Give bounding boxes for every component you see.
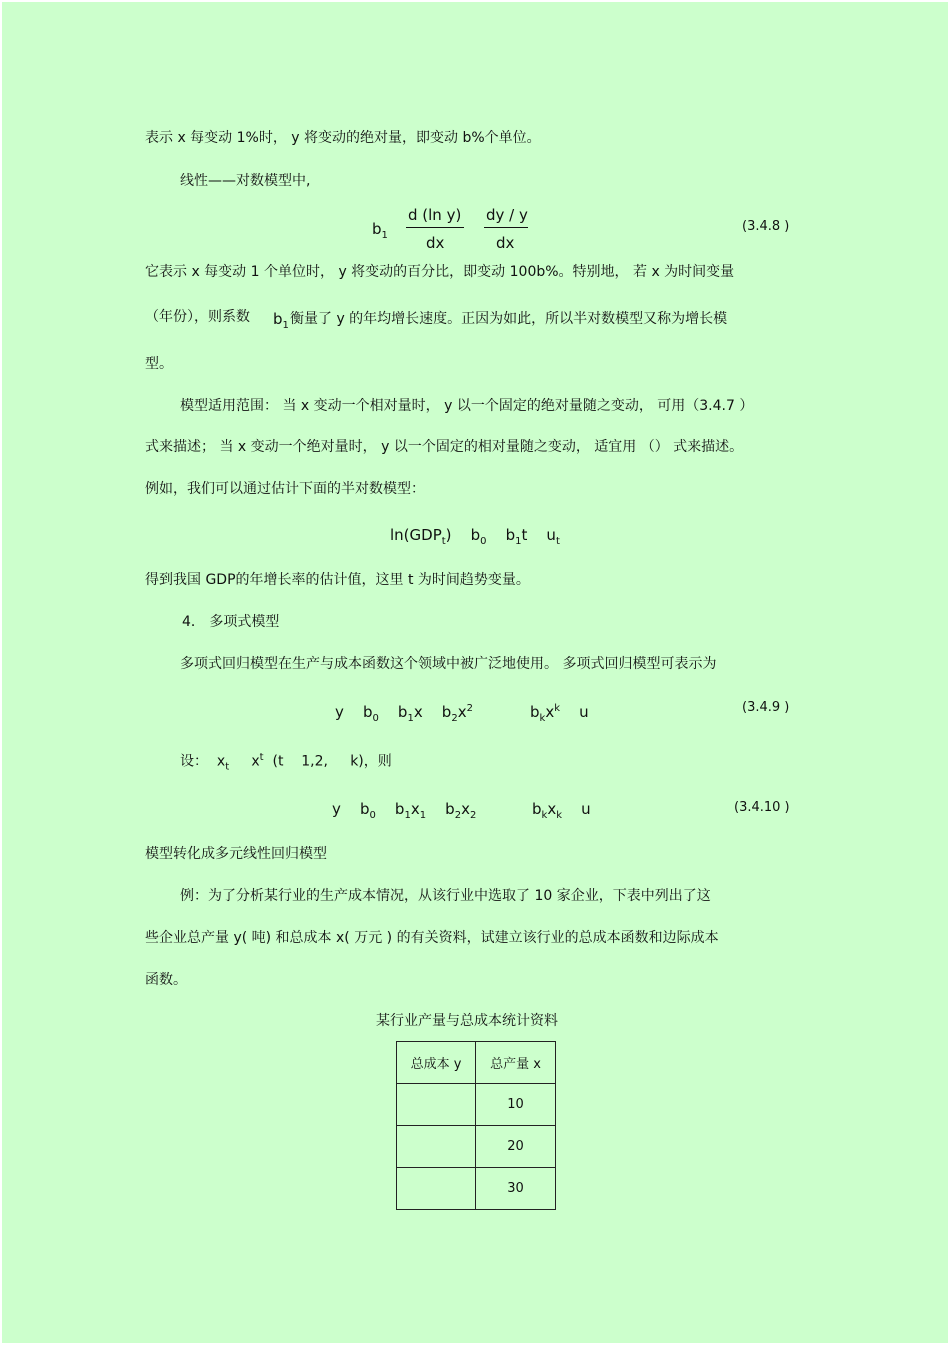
table-cell <box>397 1126 476 1168</box>
table-header-row <box>397 1042 556 1084</box>
text-line: 模型适用范围： 当 x 变动一个相对量时， y 以一个固定的绝对量随之变动， 可用（3.4.7 ） <box>180 398 754 414</box>
table-header: 总成本 y <box>397 1042 476 1084</box>
text-line: 线性——对数模型中, <box>180 173 311 189</box>
data-table <box>396 1041 556 1210</box>
text-line: 模型转化成多元线性回归模型 <box>145 846 327 862</box>
table-row <box>397 1168 556 1210</box>
eq-b1: $b_1$ <box>372 220 388 241</box>
fraction-bar <box>484 227 528 228</box>
table-cell <box>397 1084 476 1126</box>
table-cell <box>397 1168 476 1210</box>
text-line: 函数。 <box>145 972 187 988</box>
equation-number: (3.4.10 ) <box>734 800 790 815</box>
table-cell: 30 <box>476 1168 556 1210</box>
fraction-bar <box>406 227 464 228</box>
eq-b1: $b_1$ <box>273 310 289 331</box>
text-line: （年份），则系数 <box>145 309 250 325</box>
equation-number: (3.4.9 ) <box>742 700 790 715</box>
fraction-denominator: dx <box>496 234 515 252</box>
equation-gdp: $\ln(GDP_t)$ $b_0$ $b_1t$ $u_t$ <box>390 526 560 547</box>
eq-body: $b_kx_k$ u <box>532 800 591 821</box>
table-row <box>397 1126 556 1168</box>
eq-body: y $b_0$ $b_1x$ $b_2x^2$ <box>335 703 473 724</box>
fraction-numerator: d (ln y) <box>408 206 462 224</box>
document-page <box>2 2 948 1343</box>
text-line: 得到我国 GDP的年增长率的估计值，这里 t 为时间趋势变量。 <box>145 572 530 588</box>
text-line: 式来描述； 当 x 变动一个绝对量时， y 以一个固定的相对量随之变动， 适宜用 （） 式来描述。 <box>145 439 744 455</box>
text-line: 例：为了分析某行业的生产成本情况，从该行业中选取了 10 家企业，下表中列出了这 <box>180 888 711 904</box>
table-caption: 某行业产量与总成本统计资料 <box>376 1013 558 1029</box>
text-line: 表示 x 每变动 1%时， y 将变动的绝对量，即变动 b%个单位。 <box>145 130 541 146</box>
text-line: 例如，我们可以通过估计下面的半对数模型： <box>145 481 425 497</box>
fraction-denominator: dx <box>426 234 445 252</box>
text-line: 多项式回归模型在生产与成本函数这个领域中被广泛地使用。 多项式回归模型可表示为 <box>180 656 717 672</box>
table-cell: 10 <box>476 1084 556 1126</box>
text-line: 些企业总产量 y( 吨) 和总成本 x( 万元 ) 的有关资料，试建立该行业的总成本函数和边际成本 <box>145 930 719 946</box>
table-row <box>397 1084 556 1126</box>
eq-body: y $b_0$ $b_1x_1$ $b_2x_2$ <box>332 800 477 821</box>
text-line: 型。 <box>145 356 173 372</box>
equation-number: (3.4.8 ) <box>742 219 790 234</box>
eq-body: $b_kx^k$ u <box>530 703 589 724</box>
text-line: 设： $x_t$ $x^t$ (t 1,2, k)，则 <box>180 752 392 773</box>
section-heading: 4． 多项式模型 <box>182 614 280 630</box>
text-line: 衡量了 y 的年均增长速度。正因为如此，所以半对数模型又称为增长模 <box>290 311 728 327</box>
text-line: 它表示 x 每变动 1 个单位时， y 将变动的百分比，即变动 100b%。特别地， 若 x 为时间变量 <box>145 264 735 280</box>
table-header: 总产量 x <box>476 1042 556 1084</box>
fraction-numerator: dy / y <box>486 206 528 224</box>
table-cell: 20 <box>476 1126 556 1168</box>
